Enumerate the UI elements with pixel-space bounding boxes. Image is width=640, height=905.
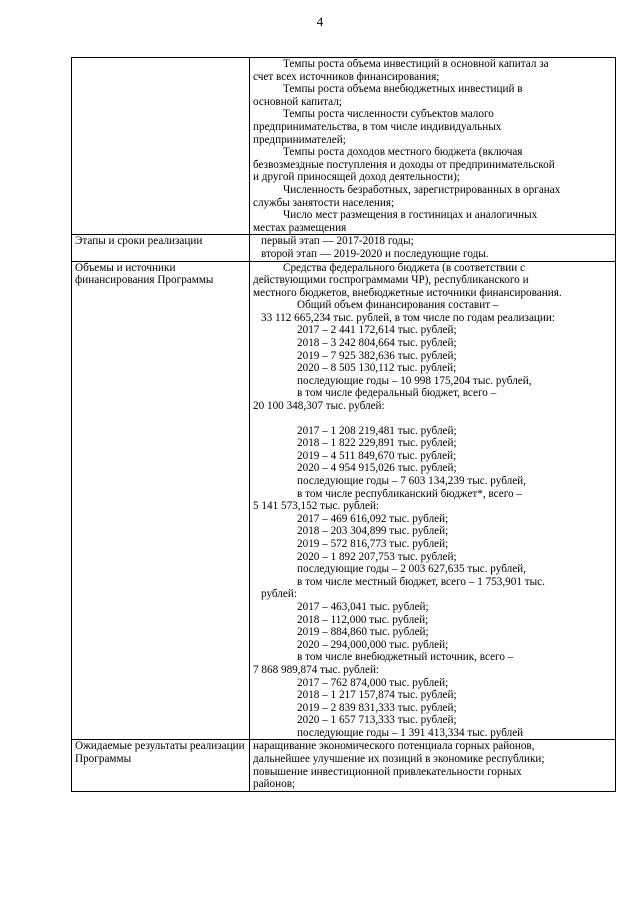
row-label-cell — [72, 58, 250, 235]
text-line: дальнейшее улучшение их позиций в экономике республики; — [253, 753, 545, 766]
text-line: 2019 – 572 816,773 тыс. рублей; — [297, 537, 449, 550]
text-line: последующие годы – 1 391 413,334 тыс. рублей — [297, 726, 524, 739]
text-line: 2018 – 112,000 тыс. рублей; — [297, 613, 429, 626]
row-content-cell — [250, 58, 616, 235]
text-line: предпринимателей; — [253, 133, 346, 146]
text-line: рублей: — [261, 588, 297, 601]
text-line: Число мест размещения в гостиницах и аналогичных — [283, 209, 538, 222]
text-line: 2017 – 1 208 219,481 тыс. рублей; — [297, 424, 457, 437]
text-line: районов; — [253, 778, 296, 791]
text-line: Темпы роста объема инвестиций в основной капитал за — [283, 58, 549, 70]
text-line: повышение инвестиционной привлекательности горных — [253, 765, 522, 778]
text-line: 2017 – 463,041 тыс. рублей; — [297, 600, 429, 613]
text-line: последующие годы – 2 003 627,635 тыс. рублей, — [297, 563, 526, 576]
table-row — [72, 58, 616, 235]
row-label: Объемы и источники финансирования Программы — [75, 261, 214, 287]
text-line: 2020 – 294,000,000 тыс. рублей; — [297, 638, 449, 651]
text-line: Численность безработных, зарегистрированных в органах — [283, 183, 561, 196]
row-label-cell — [72, 235, 250, 261]
text-line — [253, 413, 612, 425]
text-line: счет всех источников финансирования; — [253, 70, 440, 83]
text-line: 33 112 665,234 тыс. рублей, в том числе по годам реализации: — [261, 311, 555, 324]
page-number: 4 — [316, 14, 324, 29]
text-line: последующие годы – 10 998 175,204 тыс. рублей, — [297, 374, 532, 387]
row-label-cell — [72, 740, 250, 791]
text-line: наращивание экономического потенциала горных районов, — [253, 740, 535, 753]
text-line: 2018 – 1 217 157,874 тыс. рублей; — [297, 689, 457, 702]
text-line: второй этап — 2019-2020 и последующие годы. — [261, 247, 489, 260]
row-content-cell — [250, 261, 616, 740]
text-line: 2018 – 1 822 229,891 тыс. рублей; — [297, 437, 457, 450]
text-line: 2020 – 1 657 713,333 тыс. рублей; — [297, 714, 457, 727]
text-line: Темпы роста численности субъектов малого — [283, 108, 494, 121]
table-row — [72, 235, 616, 261]
text-line: в том числе федеральный бюджет, всего – — [297, 387, 497, 400]
text-line: последующие годы – 7 603 134,239 тыс. рублей, — [297, 475, 526, 487]
text-line: 2019 – 4 511 849,670 тыс. рублей; — [297, 449, 457, 462]
text-line: 2019 – 884,860 тыс. рублей; — [297, 626, 429, 639]
text-line: 2020 – 1 892 207,753 тыс. рублей; — [297, 550, 457, 563]
text-line: в том числе республиканский бюджет*, всего – — [297, 487, 522, 500]
row-label: Этапы и сроки реализации — [75, 235, 203, 248]
text-line: 2020 – 8 505 130,112 тыс. рублей; — [297, 362, 457, 375]
text-line: действующими госпрограммами ЧР), республиканского и — [253, 274, 529, 287]
text-line: и другой приносящей доход деятельности); — [253, 171, 460, 184]
text-line: местах размещения — [253, 221, 347, 234]
text-line: 7 868 989,874 тыс. рублей: — [253, 663, 380, 676]
table-row — [72, 740, 616, 791]
text-line: Средства федерального бюджета (в соответствии с — [283, 261, 525, 274]
text-line: местного бюджетов, внебюджетные источники финансирования. — [253, 286, 562, 299]
row-label-cell — [72, 261, 250, 740]
text-line: предпринимательства, в том числе индивидуальных — [253, 120, 502, 133]
text-line: Общий объем финансирования составит – — [297, 299, 499, 312]
text-line: 2020 – 4 954 915,026 тыс. рублей; — [297, 462, 457, 475]
row-content-cell — [250, 235, 616, 261]
text-line: в том числе местный бюджет, всего – 1 753,901 тыс. — [297, 575, 545, 588]
row-content-cell — [250, 740, 616, 791]
text-line: безвозмездные поступления и доходы от предпринимательской — [253, 158, 555, 171]
text-line: 20 100 348,307 тыс. рублей: — [253, 400, 385, 413]
table-row — [72, 261, 616, 740]
text-line: Темпы роста доходов местного бюджета (включая — [283, 146, 523, 159]
text-line: 2019 – 7 925 382,636 тыс. рублей; — [297, 349, 457, 362]
text-line: 2017 – 469 616,092 тыс. рублей; — [297, 512, 449, 525]
text-line: в том числе внебюджетный источник, всего – — [297, 651, 514, 664]
text-line: службы занятости населения; — [253, 196, 395, 209]
text-line: 5 141 573,152 тыс. рублей: — [253, 500, 380, 513]
text-line: 2018 – 203 304,899 тыс. рублей; — [297, 525, 449, 538]
text-line: 2019 – 2 839 831,333 тыс. рублей; — [297, 701, 457, 714]
text-line: 2017 – 762 874,000 тыс. рублей; — [297, 676, 449, 689]
text-line: первый этап — 2017-2018 годы; — [261, 235, 414, 248]
text-line: 2017 – 2 441 172,614 тыс. рублей; — [297, 324, 457, 337]
program-passport-table — [71, 57, 616, 792]
text-line: 2018 – 3 242 804,664 тыс. рублей; — [297, 337, 457, 350]
text-line: Темпы роста объема внебюджетных инвестиций в — [283, 83, 523, 96]
text-line: основной капитал; — [253, 95, 342, 108]
row-label: Ожидаемые результаты реализации Программы — [75, 740, 245, 766]
